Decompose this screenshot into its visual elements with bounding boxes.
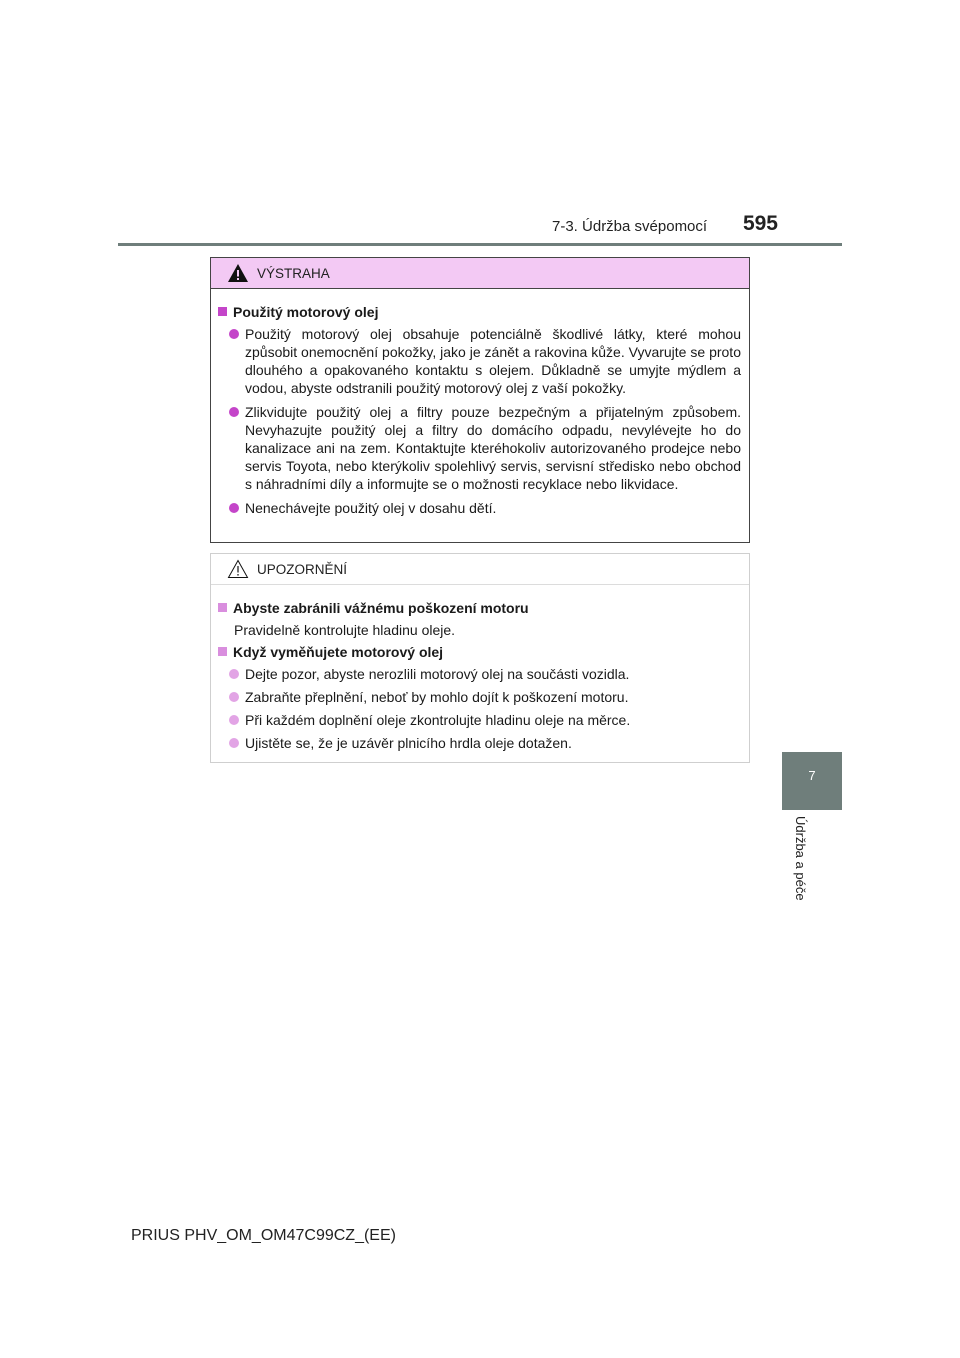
list-item — [229, 688, 741, 706]
warning-triangle-outline-icon — [227, 559, 249, 579]
warning-box — [210, 257, 750, 543]
round-bullet-icon — [229, 329, 239, 339]
list-item — [229, 734, 741, 752]
square-bullet-icon — [218, 647, 227, 656]
round-bullet-icon — [229, 407, 239, 417]
warning-header — [211, 258, 749, 289]
round-bullet-icon — [229, 692, 239, 702]
caution-header — [211, 554, 749, 585]
list-item — [229, 665, 741, 683]
section-title-text: Když vyměňujete motorový olej — [233, 644, 444, 660]
list-item — [229, 499, 741, 517]
document-code: PRIUS PHV_OM_OM47C99CZ_(EE) — [131, 1227, 396, 1244]
list-item-text: Zlikvidujte použitý olej a filtry pouze bezpečným a přijatelným způsobem. Nevyhazujte použitý olej a filtry do domácího odpadu, nevylévejte ho do kanalizace ani na zem. Kontaktujte kteréhokoliv autorizovaného prodejce nebo servis Toyota, nebo kterýkoliv spolehlivý servis, servisní středisko nebo obchod s náhradními díly a informujte se o možnosti recyklace nebo likvidace. — [245, 404, 741, 492]
warning-title: VÝSTRAHA — [257, 265, 330, 281]
list-item-text: Použitý motorový olej obsahuje potenciálně škodlivé látky, které mohou způsobit onemocnění pokožky, jako je zánět a rakovina kůže. Vyvarujte se proto dlouhého a opakovaného kontaktu s olejem. Důkladně se umyjte mýdlem a vodou, abyste odstranili použitý motorový olej z vaší pokožky. — [245, 326, 741, 396]
section-heading: 7-3. Údržba svépomocí — [552, 218, 708, 235]
list-item-text: Při každém doplnění oleje zkontrolujte hladinu oleje na měrce. — [245, 712, 631, 728]
section-title — [217, 303, 741, 321]
round-bullet-icon — [229, 738, 239, 748]
section-title-text: Použitý motorový olej — [233, 304, 379, 320]
list-item-text: Nenechávejte použitý olej v dosahu dětí. — [245, 500, 497, 516]
list-item-text: Zabraňte přeplnění, neboť by mohlo dojít k poškození motoru. — [245, 689, 629, 705]
list-item — [229, 711, 741, 729]
square-bullet-icon — [218, 603, 227, 612]
chapter-title: Údržba a péče — [793, 816, 808, 901]
round-bullet-icon — [229, 503, 239, 513]
section-title-text: Abyste zabránili vážnému poškození motoru — [233, 600, 529, 616]
header-rule — [118, 243, 842, 246]
list-item-text: Ujistěte se, že je uzávěr plnicího hrdla oleje dotažen. — [245, 735, 572, 751]
section-text: Pravidelně kontrolujte hladinu oleje. — [234, 622, 456, 638]
square-bullet-icon — [218, 307, 227, 316]
list-item-text: Dejte pozor, abyste nerozlili motorový olej na součásti vozidla. — [245, 666, 630, 682]
caution-body — [211, 585, 749, 752]
chapter-tab — [782, 752, 842, 810]
round-bullet-icon — [229, 715, 239, 725]
page-number: 595 — [742, 212, 778, 235]
chapter-number: 7 — [808, 768, 816, 783]
list-item — [229, 403, 741, 493]
section-title — [217, 643, 741, 661]
round-bullet-icon — [229, 669, 239, 679]
list-item — [229, 325, 741, 397]
section-title — [217, 599, 741, 617]
caution-title: UPOZORNĚNÍ — [257, 561, 348, 577]
warning-body — [211, 289, 749, 517]
caution-box — [210, 553, 750, 763]
warning-triangle-filled-icon — [227, 263, 249, 283]
